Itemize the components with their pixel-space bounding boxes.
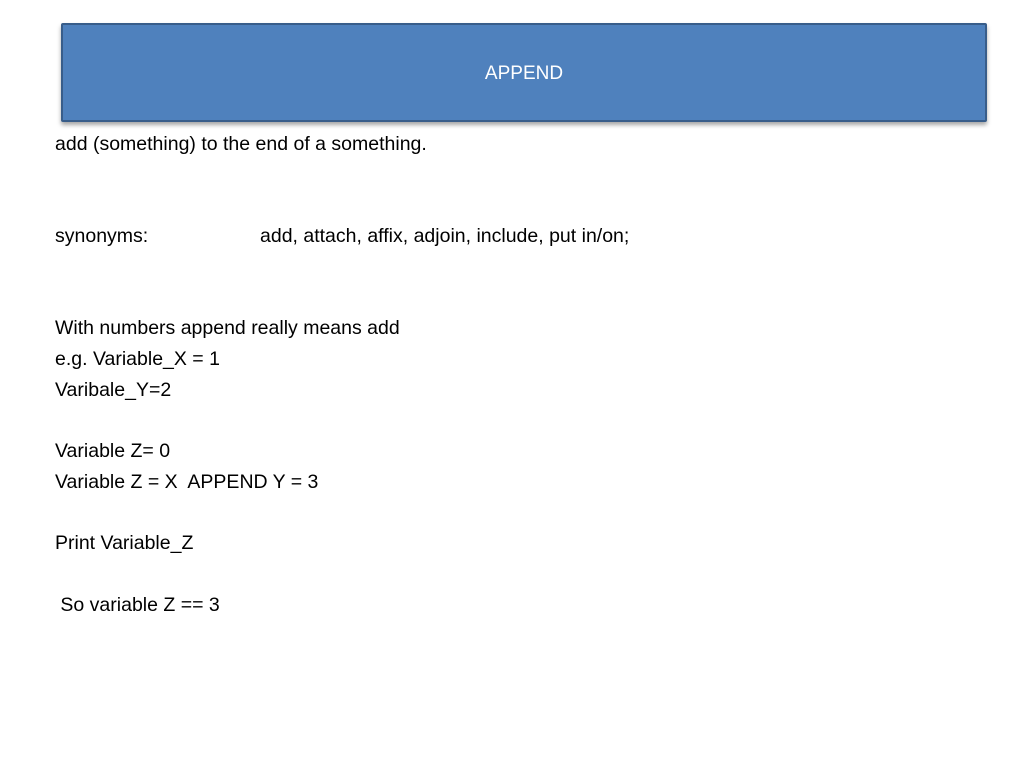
body-line: Varibale_Y=2	[55, 379, 172, 401]
body-line: Variable Z= 0	[55, 440, 171, 462]
body-line: With numbers append really means add	[55, 317, 400, 339]
body-line: Variable Z = X APPEND Y = 3	[55, 471, 319, 493]
synonyms-value: add, attach, affix, adjoin, include, put in/on;	[260, 225, 630, 247]
definition-text: add (something) to the end of a something.	[55, 133, 427, 155]
title-banner	[61, 23, 987, 122]
body-line: Print Variable_Z	[55, 532, 194, 554]
synonyms-label: synonyms:	[55, 225, 149, 247]
body-line: So variable Z == 3	[55, 594, 220, 616]
body-line: e.g. Variable_X = 1	[55, 348, 220, 370]
slide-title: APPEND	[484, 63, 564, 84]
